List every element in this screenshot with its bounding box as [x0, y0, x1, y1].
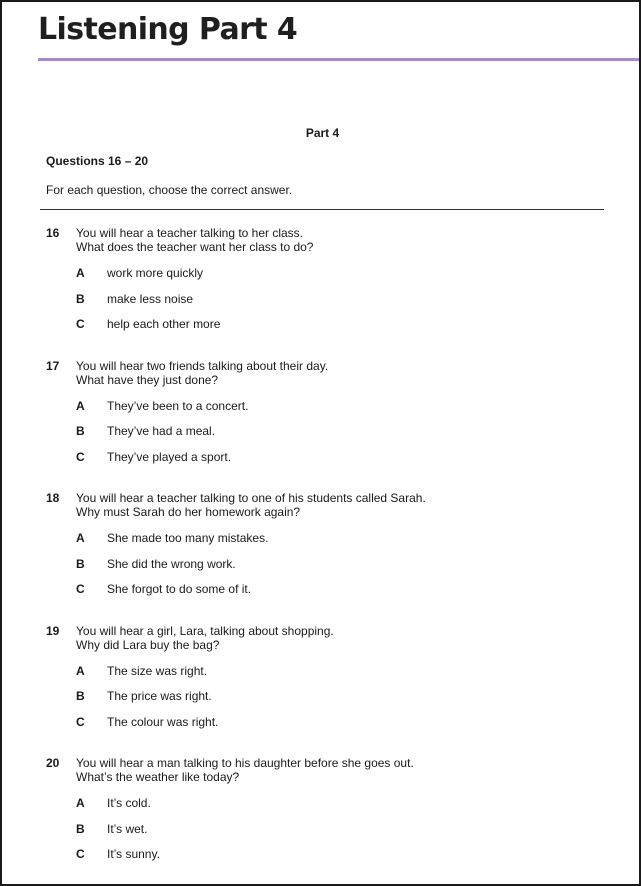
option-text: The price was right.: [107, 689, 212, 703]
option-letter: A: [76, 266, 85, 280]
prompt-line: You will hear a teacher talking to her class.: [76, 226, 304, 240]
question-number: 20: [46, 756, 60, 770]
option-letter: A: [76, 796, 85, 810]
prompt-line: You will hear a man talking to his daughter before she goes out.: [76, 756, 414, 770]
page-title: Listening Part 4: [38, 12, 298, 47]
option-letter: B: [76, 689, 85, 703]
question-number: 16: [46, 226, 60, 240]
option-letter: B: [76, 291, 85, 306]
prompt-line: Why did Lara buy the bag?: [76, 637, 220, 652]
question-16: [46, 226, 606, 359]
option-text: It’s cold.: [107, 796, 151, 810]
option-letter: B: [76, 424, 85, 438]
question-list: [46, 226, 606, 886]
part-heading: Part 4: [305, 126, 340, 140]
prompt-line: Why must Sarah do her homework again?: [76, 505, 301, 519]
option-text: help each other more: [107, 317, 221, 331]
option-letter: A: [76, 663, 85, 678]
option-text: It’s wet.: [107, 821, 148, 836]
option-letter: C: [76, 449, 85, 464]
option-letter: C: [76, 582, 85, 596]
prompt-line: You will hear two friends talking about their day.: [76, 358, 329, 373]
question-number: 19: [46, 623, 60, 638]
option-text: The size was right.: [107, 663, 208, 678]
prompt-line: You will hear a girl, Lara, talking about shopping.: [76, 623, 334, 638]
question-prompt: [76, 756, 596, 784]
question-number: 18: [46, 491, 60, 505]
question-prompt: [76, 226, 596, 254]
question-19: [46, 624, 606, 757]
option-letter: A: [76, 398, 85, 413]
option-text: She did the wrong work.: [107, 556, 236, 571]
option-text: work more quickly: [107, 266, 204, 280]
question-prompt: [76, 491, 596, 519]
question-17: [46, 359, 606, 492]
option-text: The colour was right.: [107, 714, 219, 729]
option-text: They’ve played a sport.: [107, 449, 232, 464]
title-divider: [38, 58, 639, 61]
option-text: make less noise: [107, 291, 194, 306]
option-text: She forgot to do some of it.: [107, 582, 252, 596]
question-prompt: [76, 624, 596, 652]
option-letter: C: [76, 847, 85, 861]
option-text: They’ve been to a concert.: [107, 398, 249, 413]
option-letter: A: [76, 531, 85, 545]
questions-range: Questions 16 – 20: [46, 154, 149, 168]
instruction-text: For each question, choose the correct answer.: [46, 183, 293, 197]
prompt-line: What have they just done?: [76, 372, 219, 387]
option-letter: B: [76, 821, 85, 836]
prompt-line: You will hear a teacher talking to one of his students called Sarah.: [76, 491, 426, 505]
option-text: She made too many mistakes.: [107, 531, 269, 545]
prompt-line: What’s the weather like today?: [76, 770, 240, 784]
option-text: They’ve had a meal.: [107, 424, 216, 438]
option-text: It’s sunny.: [107, 847, 160, 861]
question-number: 17: [46, 358, 60, 373]
section-divider: [40, 209, 604, 210]
question-18: [46, 491, 606, 624]
question-prompt: [76, 359, 596, 387]
question-20: [46, 756, 606, 886]
option-letter: B: [76, 556, 85, 571]
option-letter: C: [76, 317, 85, 331]
option-letter: C: [76, 714, 85, 729]
prompt-line: What does the teacher want her class to do?: [76, 240, 314, 254]
